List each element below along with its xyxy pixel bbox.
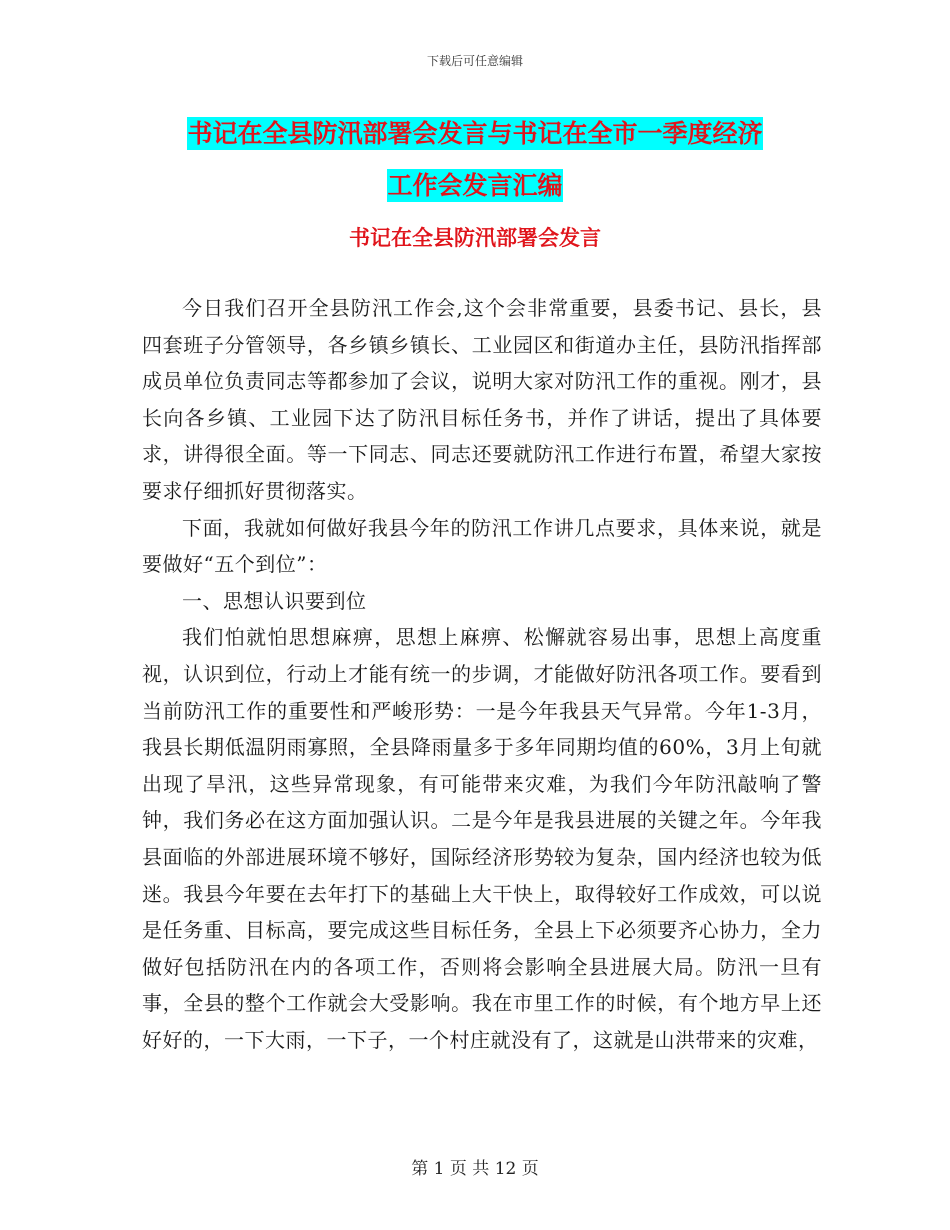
header-note: 下载后可任意编辑 (426, 54, 523, 68)
section-item-heading: 一、思想认识要到位 (182, 588, 367, 613)
paragraph: 今日我们召开全县防汛工作会,这个会非常重要，县委书记、县长，县四套班子分管领导，各乡镇乡镇长、工业园区和街道办主任，县防汛指挥部成员单位负责同志等都参加了会议，说明大家对防汛工作的重视。刚才，县长向各乡镇、工业园下达了防汛目标任务书，并作了讲话，提出了具体要求，讲得很全面。等一下同志、同志还要就防汛工作进行布置，希望大家按要求仔细抓好贯彻落实。 (142, 296, 822, 503)
paragraph: 我们怕就怕思想麻痹，思想上麻痹、松懈就容易出事，思想上高度重视，认识到位，行动上才能有统一的步调，才能做好防汛各项工作。要看到当前防汛工作的重要性和严峻形势：一是今年我县天气异常。今年1-3月，我县长期低温阴雨寡照，全县降雨量多于多年同期均值的60%，3月上旬就出现了旱汛，这些异常现象，有可能带来灾难，为我们今年防汛敲响了警钟，我们务必在这方面加强认识。二是今年是我县进展的关键之年。今年我县面临的外部进展环境不够好，国际经济形势较为复杂，国内经济也较为低迷。我县今年要在去年打下的基础上大干快上，取得较好工作成效，可以说是任务重、目标高，要完成这些目标任务，全县上下必须要齐心协力，全力做好包括防汛在内的各项工作，否则将会影响全县进展大局。防汛一旦有事，全县的整个工作就会大受影响。我在市里工作的时候，有个地方早上还好好的，一下大雨，一下子，一个村庄就没有了，这就是山洪带来的灾难， (142, 625, 822, 1052)
document-body (142, 290, 822, 1058)
page-footer: 第 1 页 共 12 页 (411, 1159, 539, 1179)
section-heading: 书记在全县防汛部署会发言 (349, 226, 601, 250)
document-title (0, 108, 950, 212)
title-line-1: 书记在全县防汛部署会发言与书记在全市一季度经济 (187, 119, 763, 148)
paragraph: 下面，我就如何做好我县今年的防汛工作讲几点要求，具体来说，就是要做好“五个到位”： (142, 515, 822, 577)
title-line-2: 工作会发言汇编 (387, 171, 563, 200)
